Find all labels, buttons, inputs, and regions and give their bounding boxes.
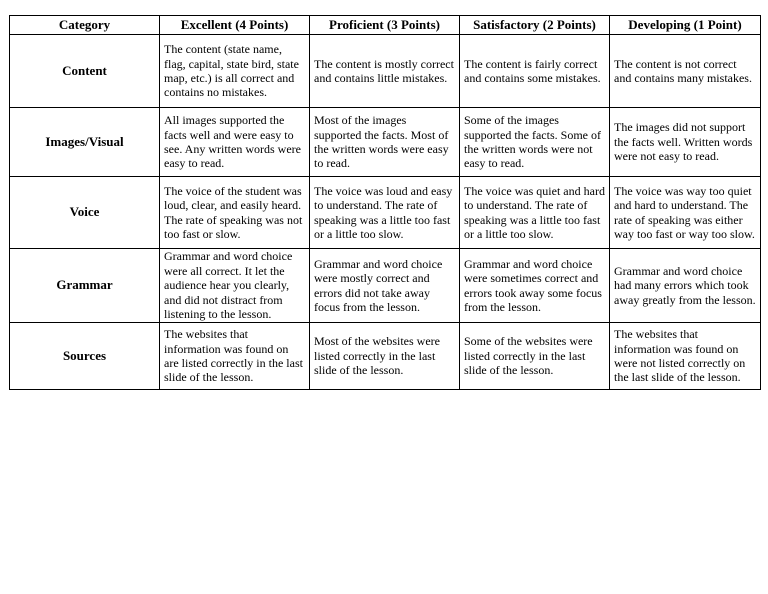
table-row: [10, 249, 761, 323]
table-row: [10, 323, 761, 390]
developing-cell: The voice was way too quiet and hard to understand. The rate of speaking was either way too fast or way too slow.: [610, 177, 761, 249]
satisfactory-cell: Some of the websites were listed correctly in the last slide of the lesson.: [460, 323, 610, 390]
header-excellent: Excellent (4 Points): [160, 16, 310, 35]
table-row: [10, 108, 761, 177]
header-developing: Developing (1 Point): [610, 16, 761, 35]
developing-cell: Grammar and word choice had many errors which took away greatly from the lesson.: [610, 249, 761, 323]
header-satisfactory: Satisfactory (2 Points): [460, 16, 610, 35]
satisfactory-cell: The content is fairly correct and contains some mistakes.: [460, 35, 610, 108]
developing-cell: The websites that information was found on were not listed correctly on the last slide of the lesson.: [610, 323, 761, 390]
satisfactory-cell: The voice was quiet and hard to understand. The rate of speaking was a little too fast or a little too slow.: [460, 177, 610, 249]
category-cell: Content: [10, 35, 160, 108]
developing-cell: The content is not correct and contains many mistakes.: [610, 35, 761, 108]
header-proficient: Proficient (3 Points): [310, 16, 460, 35]
table-row: [10, 177, 761, 249]
rubric-body: [10, 35, 761, 390]
satisfactory-cell: Some of the images supported the facts. Some of the written words were not easy to read.: [460, 108, 610, 177]
developing-cell: The images did not support the facts well. Written words were not easy to read.: [610, 108, 761, 177]
rubric-header: [10, 16, 761, 35]
header-row: [10, 16, 761, 35]
satisfactory-cell: Grammar and word choice were sometimes correct and errors took away some focus from the lesson.: [460, 249, 610, 323]
excellent-cell: The websites that information was found on are listed correctly in the last slide of the lesson.: [160, 323, 310, 390]
category-cell: Grammar: [10, 249, 160, 323]
rubric-table: [9, 15, 761, 390]
category-cell: Sources: [10, 323, 160, 390]
excellent-cell: The content (state name, flag, capital, state bird, state map, etc.) is all correct and contains no mistakes.: [160, 35, 310, 108]
proficient-cell: The content is mostly correct and contains little mistakes.: [310, 35, 460, 108]
category-cell: Voice: [10, 177, 160, 249]
excellent-cell: All images supported the facts well and were easy to see. Any written words were easy to read.: [160, 108, 310, 177]
category-cell: Images/Visual: [10, 108, 160, 177]
proficient-cell: Most of the images supported the facts. Most of the written words were easy to read.: [310, 108, 460, 177]
proficient-cell: The voice was loud and easy to understand. The rate of speaking was a little too fast or a little too slow.: [310, 177, 460, 249]
header-category: Category: [10, 16, 160, 35]
proficient-cell: Grammar and word choice were mostly correct and errors did not take away focus from the lesson.: [310, 249, 460, 323]
excellent-cell: Grammar and word choice were all correct. It let the audience hear you clearly, and did not distract from listening to the lesson.: [160, 249, 310, 323]
proficient-cell: Most of the websites were listed correctly in the last slide of the lesson.: [310, 323, 460, 390]
table-row: [10, 35, 761, 108]
excellent-cell: The voice of the student was loud, clear, and easily heard. The rate of speaking was not too fast or slow.: [160, 177, 310, 249]
